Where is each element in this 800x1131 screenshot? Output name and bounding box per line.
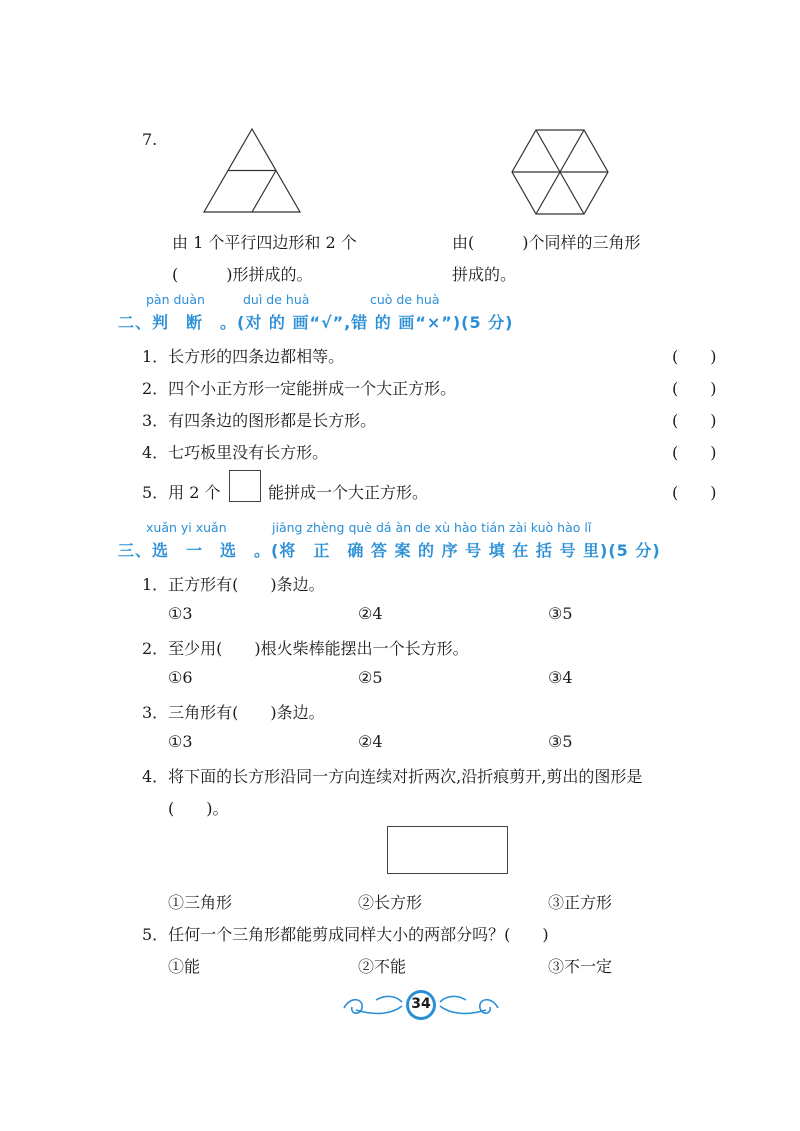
s3-q3-opt2: ②4 (358, 732, 383, 751)
s3-q3: 3．三角形有( )条边。 (142, 703, 325, 722)
s3-q1-opt3: ③5 (548, 604, 573, 623)
s3-q4-opt3: ③正方形 (548, 893, 613, 912)
s3-q2-opt3: ③4 (548, 668, 573, 687)
s3-q3-opt1: ①3 (168, 732, 193, 751)
s2-item-3: 3．有四条边的图形都是长方形。 (142, 411, 377, 430)
q7-number: 7. (142, 130, 158, 149)
q7-left-line2: ( )形拼成的。 (172, 265, 313, 284)
s3-q5-opt3: ③不一定 (548, 957, 613, 976)
inner-edge (252, 171, 276, 213)
q7-right-line2: 拼成的。 (452, 265, 517, 284)
s3-q4-opt2: ②长方形 (358, 893, 423, 912)
s3-q2-opt2: ②5 (358, 668, 383, 687)
rectangle-figure (387, 826, 508, 874)
s2-answer-4[interactable]: ( ) (672, 443, 717, 462)
small-square-shape (229, 470, 261, 502)
s3-q2: 2．至少用( )根火柴棒能摆出一个长方形。 (142, 639, 469, 658)
s2-answer-3[interactable]: ( ) (672, 411, 717, 430)
s3-q1-opt1: ①3 (168, 604, 193, 623)
s2-item-4: 4．七巧板里没有长方形。 (142, 443, 329, 462)
s2-answer-5[interactable]: ( ) (672, 483, 717, 502)
section2-title: 二、判 断 。(对 的 画“√”,错 的 画“×”)(5 分) (118, 313, 514, 332)
s3-q3-opt3: ③5 (548, 732, 573, 751)
s3-pinyin-left: xuǎn yi xuǎn (146, 520, 227, 535)
section3-title: 三、选 一 选 。(将 正 确 答 案 的 序 号 填 在 括 号 里)(5 分) (118, 541, 661, 560)
s2-pinyin-3: cuò de huà (370, 292, 440, 307)
hexagon-figure (508, 126, 612, 216)
s3-q2-opt1: ①6 (168, 668, 193, 687)
s2-pinyin-1: pàn duàn (146, 292, 205, 307)
s2-item-5-suffix: 能拼成一个大正方形。 (268, 483, 429, 502)
s3-q5-opt2: ②不能 (358, 957, 407, 976)
s2-pinyin-2: duì de huà (243, 292, 310, 307)
s2-item-2: 2．四个小正方形一定能拼成一个大正方形。 (142, 379, 457, 398)
page-number: 34 (411, 996, 431, 1012)
s3-q1-opt2: ②4 (358, 604, 383, 623)
s3-q4-line2: ( )。 (168, 799, 229, 818)
s3-q5-opt1: ①能 (168, 957, 201, 976)
s2-item-1: 1．长方形的四条边都相等。 (142, 347, 345, 366)
s3-q4-opt1: ①三角形 (168, 893, 233, 912)
s3-pinyin-right: jiāng zhèng què dá àn de xù hào tián zài kuò hào lǐ (272, 520, 592, 535)
triangle-figure (200, 126, 304, 216)
s2-answer-2[interactable]: ( ) (672, 379, 717, 398)
s3-q1: 1．正方形有( )条边。 (142, 575, 325, 594)
s3-q5: 5．任何一个三角形都能剪成同样大小的两部分吗？( ) (142, 925, 549, 944)
q7-right-line1: 由( )个同样的三角形 (452, 233, 641, 252)
s2-answer-1[interactable]: ( ) (672, 347, 717, 366)
s3-q4-line1: 4．将下面的长方形沿同一方向连续对折两次,沿折痕剪开,剪出的图形是 (142, 767, 643, 786)
q7-left-line1: 由 1 个平行四边形和 2 个 (172, 233, 357, 252)
s2-item-5-prefix: 5．用 2 个 (142, 483, 221, 502)
